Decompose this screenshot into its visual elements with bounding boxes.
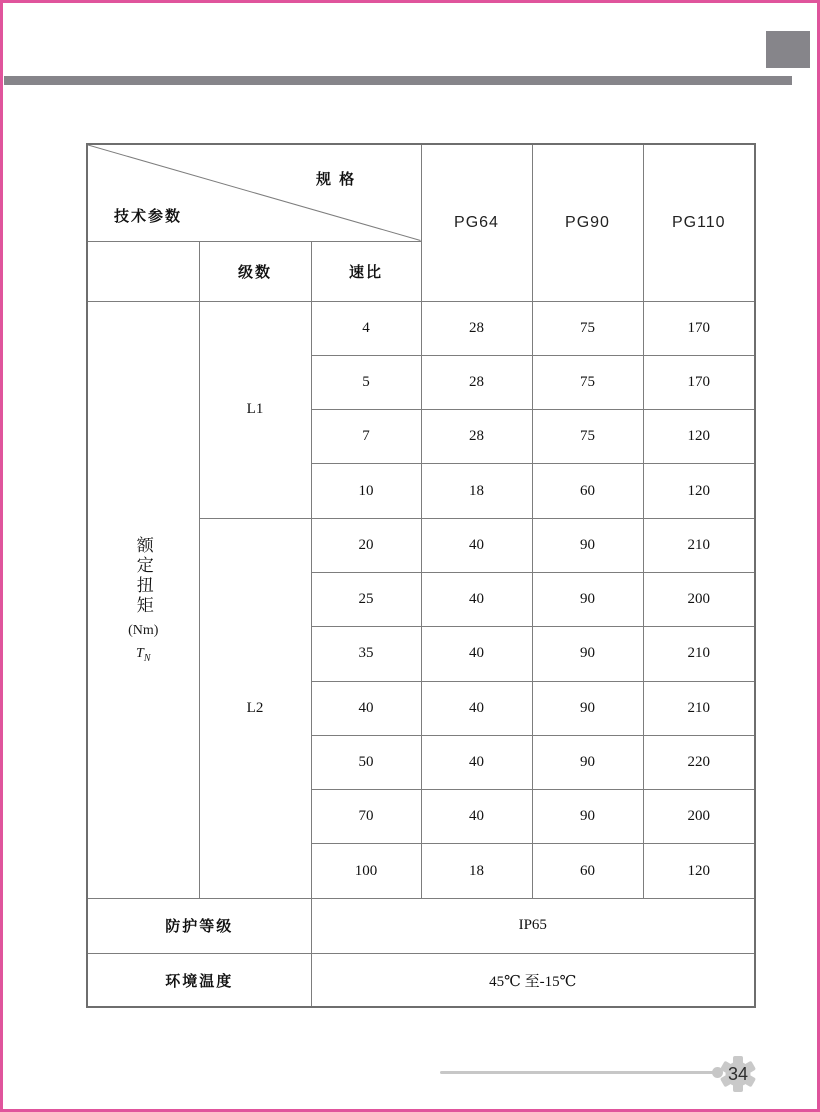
- torque-label-chars: 额定扭矩: [133, 535, 153, 616]
- page-number: 34: [727, 1063, 749, 1084]
- ratio-cell: 20: [311, 518, 421, 572]
- value-cell: 75: [532, 301, 643, 355]
- value-cell: 210: [643, 518, 755, 572]
- torque-label: [88, 536, 199, 664]
- value-cell: 90: [532, 627, 643, 681]
- ratio-cell: 35: [311, 627, 421, 681]
- column-header-pg90: PG90: [532, 144, 643, 301]
- protection-class-row: [87, 898, 755, 953]
- value-cell: 200: [643, 572, 755, 626]
- value-cell: 28: [421, 410, 532, 464]
- value-cell: 90: [532, 572, 643, 626]
- value-cell: 90: [532, 790, 643, 844]
- value-cell: 210: [643, 627, 755, 681]
- value-cell: 40: [421, 790, 532, 844]
- torque-symbol-t: T: [136, 645, 144, 661]
- ratio-cell: 10: [311, 464, 421, 518]
- value-cell: 210: [643, 681, 755, 735]
- value-cell: 90: [532, 518, 643, 572]
- value-cell: 40: [421, 518, 532, 572]
- value-cell: 40: [421, 572, 532, 626]
- spec-table: [86, 143, 756, 1008]
- column-header-pg64: PG64: [421, 144, 532, 301]
- value-cell: 90: [532, 681, 643, 735]
- column-header-pg110: PG110: [643, 144, 755, 301]
- torque-symbol: [136, 646, 150, 664]
- value-cell: 28: [421, 355, 532, 409]
- ratio-cell: 4: [311, 301, 421, 355]
- value-cell: 120: [643, 464, 755, 518]
- ambient-temperature-value: 45℃ 至-15℃: [311, 953, 755, 1007]
- empty-header-cell: [87, 241, 199, 301]
- table-row: [87, 301, 755, 355]
- ratio-cell: 100: [311, 844, 421, 898]
- value-cell: 75: [532, 410, 643, 464]
- corner-tech-params-label: 技术参数: [114, 208, 183, 225]
- diagonal-divider: [88, 145, 421, 241]
- ratio-cell: 7: [311, 410, 421, 464]
- value-cell: 60: [532, 464, 643, 518]
- corner-spec-label: 规 格: [316, 171, 357, 188]
- value-cell: 170: [643, 355, 755, 409]
- torque-symbol-sub: N: [143, 652, 151, 664]
- ratio-cell: 25: [311, 572, 421, 626]
- value-cell: 40: [421, 627, 532, 681]
- page-number-badge: [718, 1054, 758, 1094]
- ratio-cell: 50: [311, 735, 421, 789]
- value-cell: 40: [421, 681, 532, 735]
- value-cell: 75: [532, 355, 643, 409]
- value-cell: 220: [643, 735, 755, 789]
- value-cell: 120: [643, 410, 755, 464]
- value-cell: 28: [421, 301, 532, 355]
- ambient-temperature-row: [87, 953, 755, 1007]
- ratio-cell: 40: [311, 681, 421, 735]
- value-cell: 18: [421, 844, 532, 898]
- ratio-cell: 70: [311, 790, 421, 844]
- value-cell: 120: [643, 844, 755, 898]
- value-cell: 40: [421, 735, 532, 789]
- value-cell: 60: [532, 844, 643, 898]
- group-label-l1: L1: [199, 301, 311, 518]
- stages-header: 级数: [199, 241, 311, 301]
- ratio-header: 速比: [311, 241, 421, 301]
- ambient-temperature-label: 环境温度: [87, 953, 311, 1007]
- torque-label-cell: [87, 301, 199, 898]
- value-cell: 90: [532, 735, 643, 789]
- footer-rule-line: [440, 1071, 716, 1074]
- protection-class-value: IP65: [311, 898, 755, 953]
- protection-class-label: 防护等级: [87, 898, 311, 953]
- value-cell: 18: [421, 464, 532, 518]
- torque-unit: (Nm): [128, 622, 159, 638]
- corner-header-cell: [87, 144, 421, 241]
- header-rule-bar: [4, 76, 792, 85]
- ratio-cell: 5: [311, 355, 421, 409]
- value-cell: 170: [643, 301, 755, 355]
- group-label-l2: L2: [199, 518, 311, 898]
- header-corner-block: [766, 31, 810, 68]
- value-cell: 200: [643, 790, 755, 844]
- header-row-1: [87, 144, 755, 241]
